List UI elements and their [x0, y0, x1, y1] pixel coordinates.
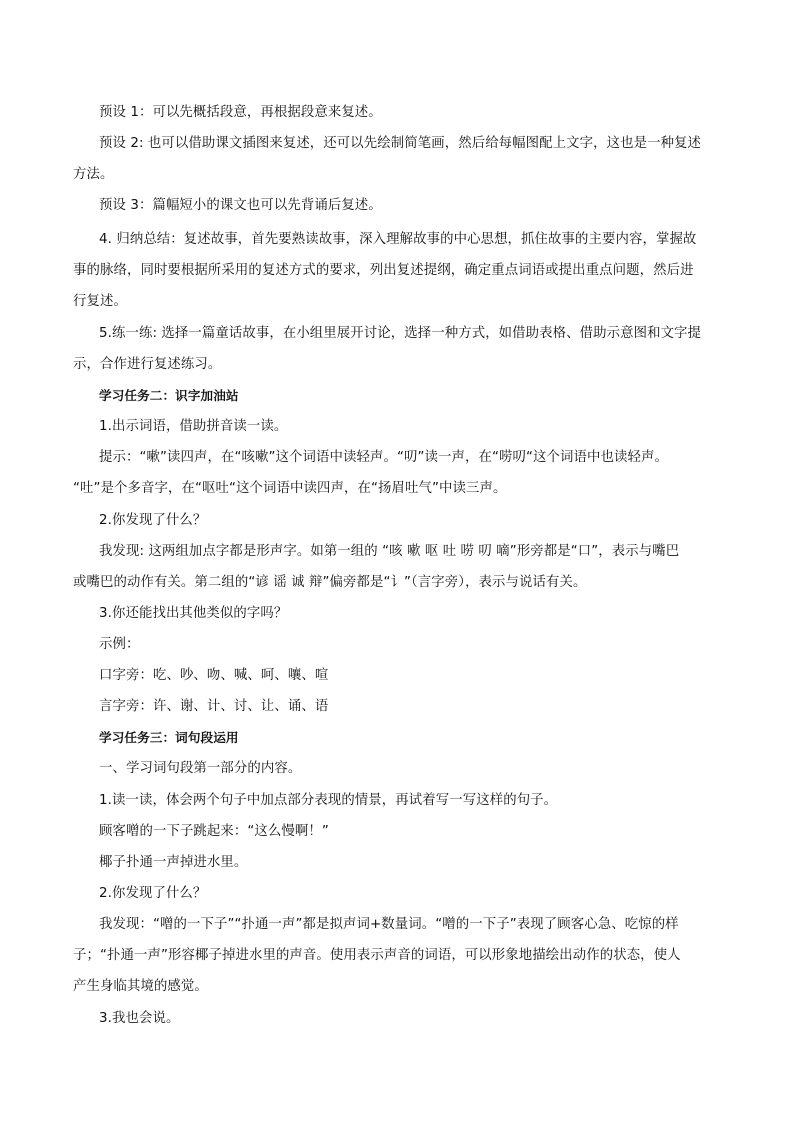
example-label: 示例： [99, 637, 140, 652]
finding-line-1: 我发现: 这两组加点字都是形声字。如第一组的 “咳 嗽 呕 吐 唠 叨 嘀”形旁都是“口”，表示与嘴巴 [99, 544, 680, 559]
task-3-heading: 学习任务三：词句段运用 [99, 730, 239, 745]
task-2-question-2: 2.你发现了什么？ [99, 513, 207, 528]
finding-2-line-1: 我发现：“噌的一下子”“扑通一声”都是拟声词+数量词。“噌的一下子”表现了顾客心急、吃惊的样 [99, 917, 679, 932]
task-3-question-1: 1.读一读，体会两个句子中加点部分表现的情景，再试着写一写这样的句子。 [99, 793, 558, 808]
summary-line-2: 事的脉络，同时要根据所采用的复述方式的要求，列出复述提纲，确定重点词语或提出重点问题，然后进 [73, 263, 694, 278]
finding-2-line-2: 子；“扑通一声”形容椰子掉进水里的声音。使用表示声音的词语，可以形象地描绘出动作的状态，使人 [73, 948, 681, 963]
task-2-question-3: 3.你还能找出其他类似的字吗？ [99, 606, 288, 621]
task-2-question-1: 1.出示词语，借助拼音读一读。 [99, 419, 288, 434]
tip-line-1: 提示：“嗽”读四声，在“咳嗽”这个词语中读轻声。“叨”读一声，在“唠叨“这个词语中也读轻声。 [99, 450, 668, 465]
finding-line-2: 或嘴巴的动作有关。第二组的“谚 谣 诚 辩”偏旁都是“讠”（言字旁），表示与说话有关。 [73, 575, 587, 590]
practice-line-2: 示，合作进行复述练习。 [73, 357, 222, 372]
kou-radical-examples: 口字旁：吃、吵、吻、喊、呵、嚷、喧 [99, 668, 329, 683]
preset-1: 预设 1：可以先概括段意，再根据段意来复述。 [99, 105, 382, 120]
yan-radical-examples: 言字旁：许、谢、计、讨、让、诵、语 [99, 699, 329, 714]
sentence-1: 顾客噌的一下子跳起来：“这么慢啊！” [99, 824, 329, 839]
preset-3: 预设 3：篇幅短小的课文也可以先背诵后复述。 [99, 198, 382, 213]
part-1-title: 一、学习词句段第一部分的内容。 [99, 761, 302, 776]
task-2-heading: 学习任务二：识字加油站 [99, 388, 239, 403]
preset-2-line-2: 方法。 [73, 167, 114, 182]
finding-2-line-3: 产生身临其境的感觉。 [73, 979, 208, 994]
summary-line-1: 4. 归纳总结：复述故事，首先要熟读故事，深入理解故事的中心思想，抓住故事的主要内容，掌握故 [99, 232, 697, 247]
sentence-2: 椰子扑通一声掉进水里。 [99, 855, 248, 870]
practice-line-1: 5.练一练: 选择一篇童话故事，在小组里展开讨论，选择一种方式，如借助表格、借助示意图和文字提 [99, 326, 702, 341]
task-3-question-2: 2.你发现了什么？ [99, 886, 207, 901]
tip-line-2: “吐”是个多音字，在“呕吐“这个词语中读四声，在“扬眉吐气”中读三声。 [73, 481, 507, 496]
summary-line-3: 行复述。 [73, 294, 127, 309]
task-3-question-3: 3.我也会说。 [99, 1011, 180, 1026]
preset-2-line-1: 预设 2: 也可以借助课文插图来复述，还可以先绘制简笔画，然后给每幅图配上文字，这也是一种复述 [99, 136, 702, 151]
